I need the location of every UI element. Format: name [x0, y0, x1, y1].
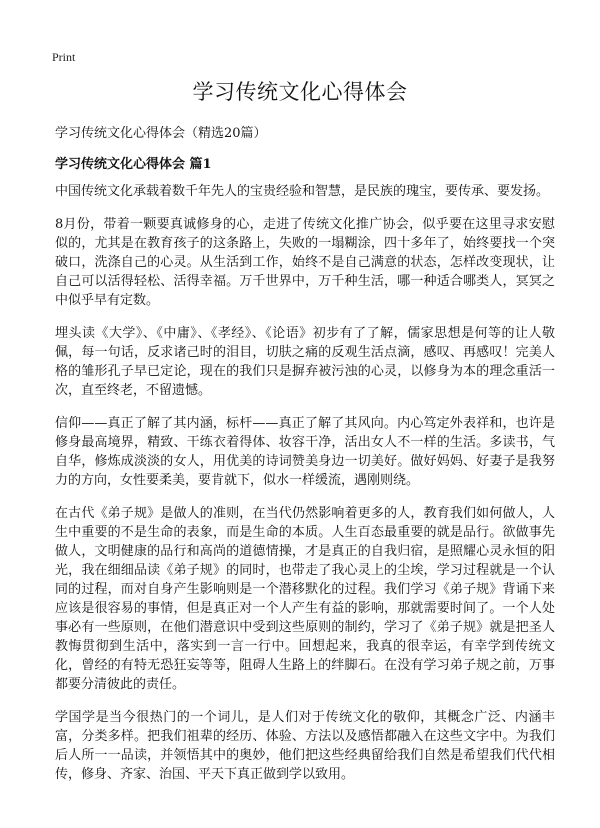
- article-body: [55, 182, 555, 798]
- page-title: 学习传统文化心得体会: [192, 80, 408, 104]
- document-subtitle: 学习传统文化心得体会（精选20篇）: [55, 126, 267, 141]
- paragraph: 学国学是当今很热门的一个词儿，是人们对于传统文化的敬仰，其概念广泛、内涵丰富，分类多样。把我们祖辈的经历、体验、方法以及感悟都融入在这些文字中。为我们后人所一一品读，并领悟其中的奥妙，他们把这些经典留给我们自然是希望我们代代相传，修身、齐家、治国、平天下真正做到学以致用。: [55, 710, 555, 782]
- paragraph: 8月份，带着一颗要真诚修身的心，走进了传统文化推广协会，似乎要在这里寻求安慰似的，尤其是在教育孩子的这条路上，失败的一塌糊涂，四十多年了，始终要找一个突破口，洗涤自己的心灵。从生活到工作，始终不是自己满意的状态，怎样改变现状，让自己可以活得轻松、活得幸福。万千世界中，万千种生活，哪一种适合哪类人，冥冥之中似乎早有定数。: [55, 217, 555, 308]
- paragraph: 埋头读《大学》、《中庸》、《孝经》、《论语》初步有了了解，儒家思想是何等的让人敬佩，每一句话，反求诸己时的泪目，切肤之痛的反观生活点滴，感叹、再感叹！完美人格的雏形孔子早已定论，现在的我们只是摒弃被污浊的心灵，以修身为本的理念重活一次，直至终老，不留遗憾。: [55, 326, 555, 398]
- print-link[interactable]: Print: [52, 50, 76, 64]
- paragraph: 在古代《弟子规》是做人的准则，在当代仍然影响着更多的人，教育我们如何做人，人生中重要的不是生命的表象，而是生命的本质。人生百态最重要的就是品行。欲做事先做人，文明健康的品行和高尚的道德情操，才是真正的自我归宿，是照耀心灵永恒的阳光，我在细细品读《弟子规》的同时，也带走了我心灵上的尘埃，学习过程就是一个认同的过程，而对自身产生影响则是一个潜移默化的过程。我们学习《弟子规》背诵下来应该是很容易的事情，但是真正对一个人产生有益的影响，那就需要时间了。一个人处事必有一些原则，在他们潜意识中受到这些原则的制约，学习了《弟子规》就是把圣人教悔贯彻到生活中，落实到一言一行中。回想起来，我真的很幸运，有幸学到传统文化，曾经的有特无恐狂妄等等，阻碍人生路上的绊脚石。在没有学习弟子规之前，万事都要分清彼此的责任。: [55, 506, 555, 692]
- section-heading: 学习传统文化心得体会 篇1: [55, 157, 212, 172]
- paragraph: 中国传统文化承载着数千年先人的宝贵经验和智慧，是民族的瑰宝，要传承、要发扬。: [55, 184, 550, 199]
- paragraph: 信仰——真正了解了其内涵，标杆——真正了解了其风向。内心笃定外表祥和，也许是修身最高境界，精致、干练衣着得体、妆容干净，活出女人不一样的生活。多读书，气自华，修炼成淡淡的女人，用优美的诗词赞美身边一切美好。做好妈妈、好妻子是我努力的方向，女性要柔美，要肯就下，似水一样缓流，遇刚则绕。: [55, 416, 555, 488]
